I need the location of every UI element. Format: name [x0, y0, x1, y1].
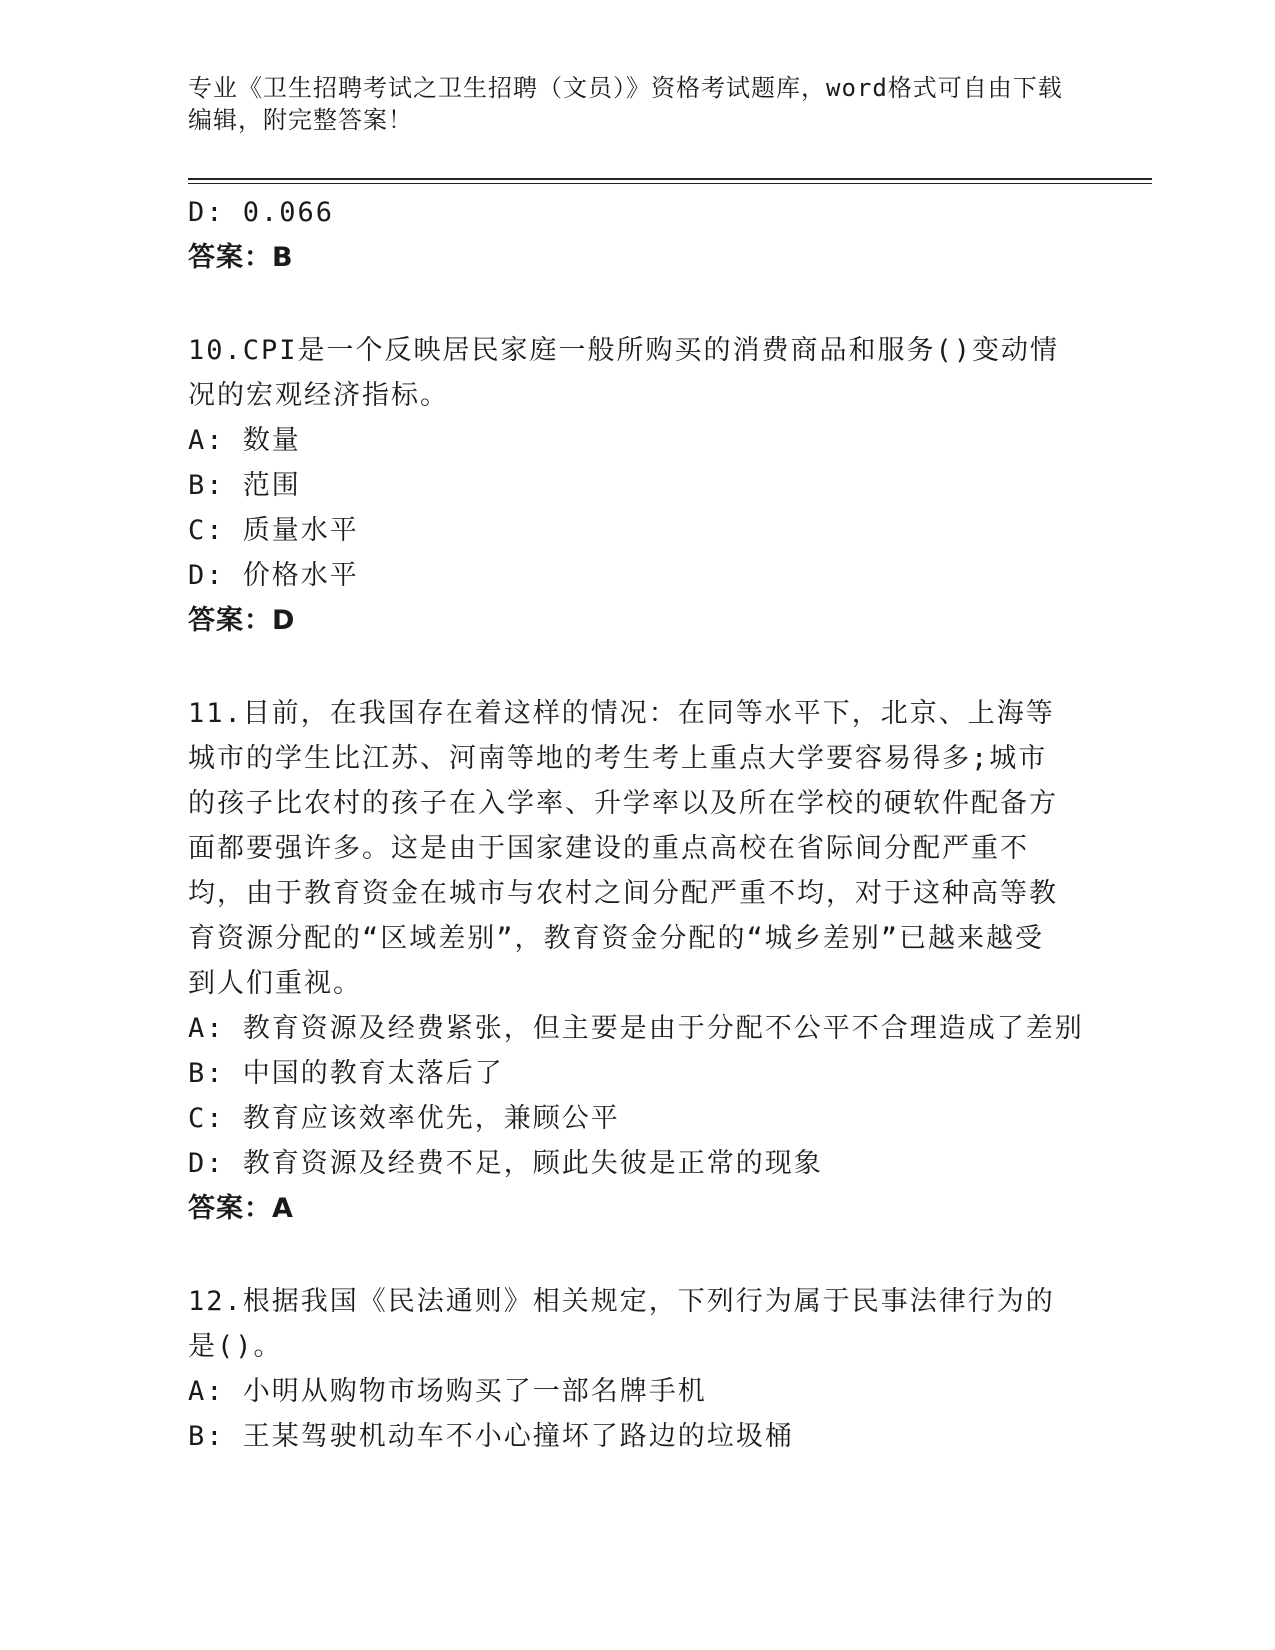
question-10-answer: 答案：D — [188, 605, 296, 636]
question-10-option-c: C: 质量水平 — [188, 515, 359, 546]
question-11-option-c: C: 教育应该效率优先，兼顾公平 — [188, 1103, 620, 1134]
question-11-option-a: A: 教育资源及经费紧张，但主要是由于分配不公平不合理造成了差别 — [188, 1013, 1084, 1044]
question-12-option-a: A: 小明从购物市场购买了一部名牌手机 — [188, 1376, 707, 1407]
question-12-stem: 12.根据我国《民法通则》相关规定，下列行为属于民事法律行为的是()。 — [188, 1286, 1055, 1362]
question-10-stem: 10.CPI是一个反映居民家庭一般所购买的消费商品和服务()变动情况的宏观经济指标。 — [188, 335, 1060, 411]
question-11-stem: 11.目前，在我国存在着这样的情况：在同等水平下，北京、上海等城市的学生比江苏、河南等地的考生考上重点大学要容易得多;城市的孩子比农村的孩子在入学率、升学率以及所在学校的硬软件配备方面都要强许多。这是由于国家建设的重点高校在省际间分配严重不均，由于教育资金在城市与农村之间分配严重不均，对于这种高等教育资源分配的“区域差别”，教育资金分配的“城乡差别”已越来越受到人们重视。 — [188, 698, 1058, 999]
question-11-option-d: D: 教育资源及经费不足，顾此失彼是正常的现象 — [188, 1148, 823, 1179]
prev-option-d: D: 0.066 — [188, 197, 335, 228]
question-11-option-b: B: 中国的教育太落后了 — [188, 1058, 504, 1089]
document-header: 专业《卫生招聘考试之卫生招聘（文员）》资格考试题库，word格式可自由下载编辑，附完整答案！ — [188, 74, 1063, 134]
question-11-answer: 答案：A — [188, 1193, 294, 1224]
document-body — [188, 190, 1084, 1459]
header-divider — [188, 178, 1152, 184]
question-10-option-b: B: 范围 — [188, 470, 301, 501]
question-12-option-b: B: 王某驾驶机动车不小心撞坏了路边的垃圾桶 — [188, 1421, 794, 1452]
prev-answer: 答案：B — [188, 242, 294, 273]
question-10-option-d: D: 价格水平 — [188, 560, 359, 591]
question-10-option-a: A: 数量 — [188, 425, 301, 456]
